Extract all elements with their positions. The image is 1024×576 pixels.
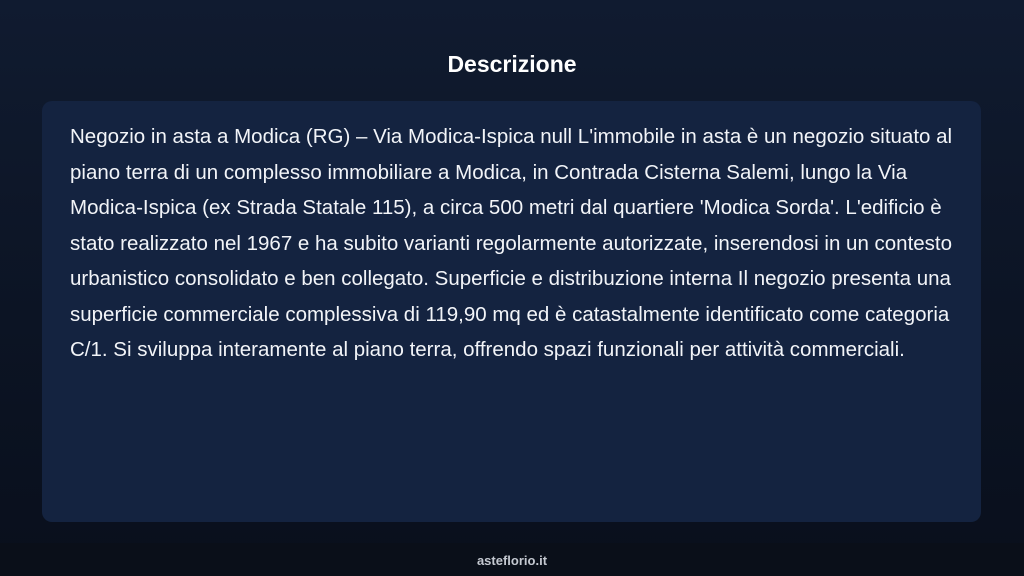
description-text: Negozio in asta a Modica (RG) – Via Modica-Ispica null L'immobile in asta è un negozio situato al piano terra di un complesso immobiliare a Modica, in Contrada Cisterna Salemi, lungo la Via Modica-Ispica (ex Strada Statale 115), a circa 500 metri dal quartiere 'Modica Sorda'. L'edificio è stato realizzato nel 1967 e ha subito varianti regolarmente autorizzate, inserendosi in un contesto urbanistico consolidato e ben collegato. Superficie e distribuzione interna Il negozio presenta una superficie commerciale complessiva di 119,90 mq ed è catastalmente identificato come categoria C/1. Si sviluppa interamente al piano terra, offrendo spazi funzionali per attività commerciali.: [70, 125, 953, 361]
footer-brand: asteflorio.it: [476, 553, 548, 568]
description-card: [42, 101, 981, 522]
page-title: Descrizione: [447, 51, 577, 77]
